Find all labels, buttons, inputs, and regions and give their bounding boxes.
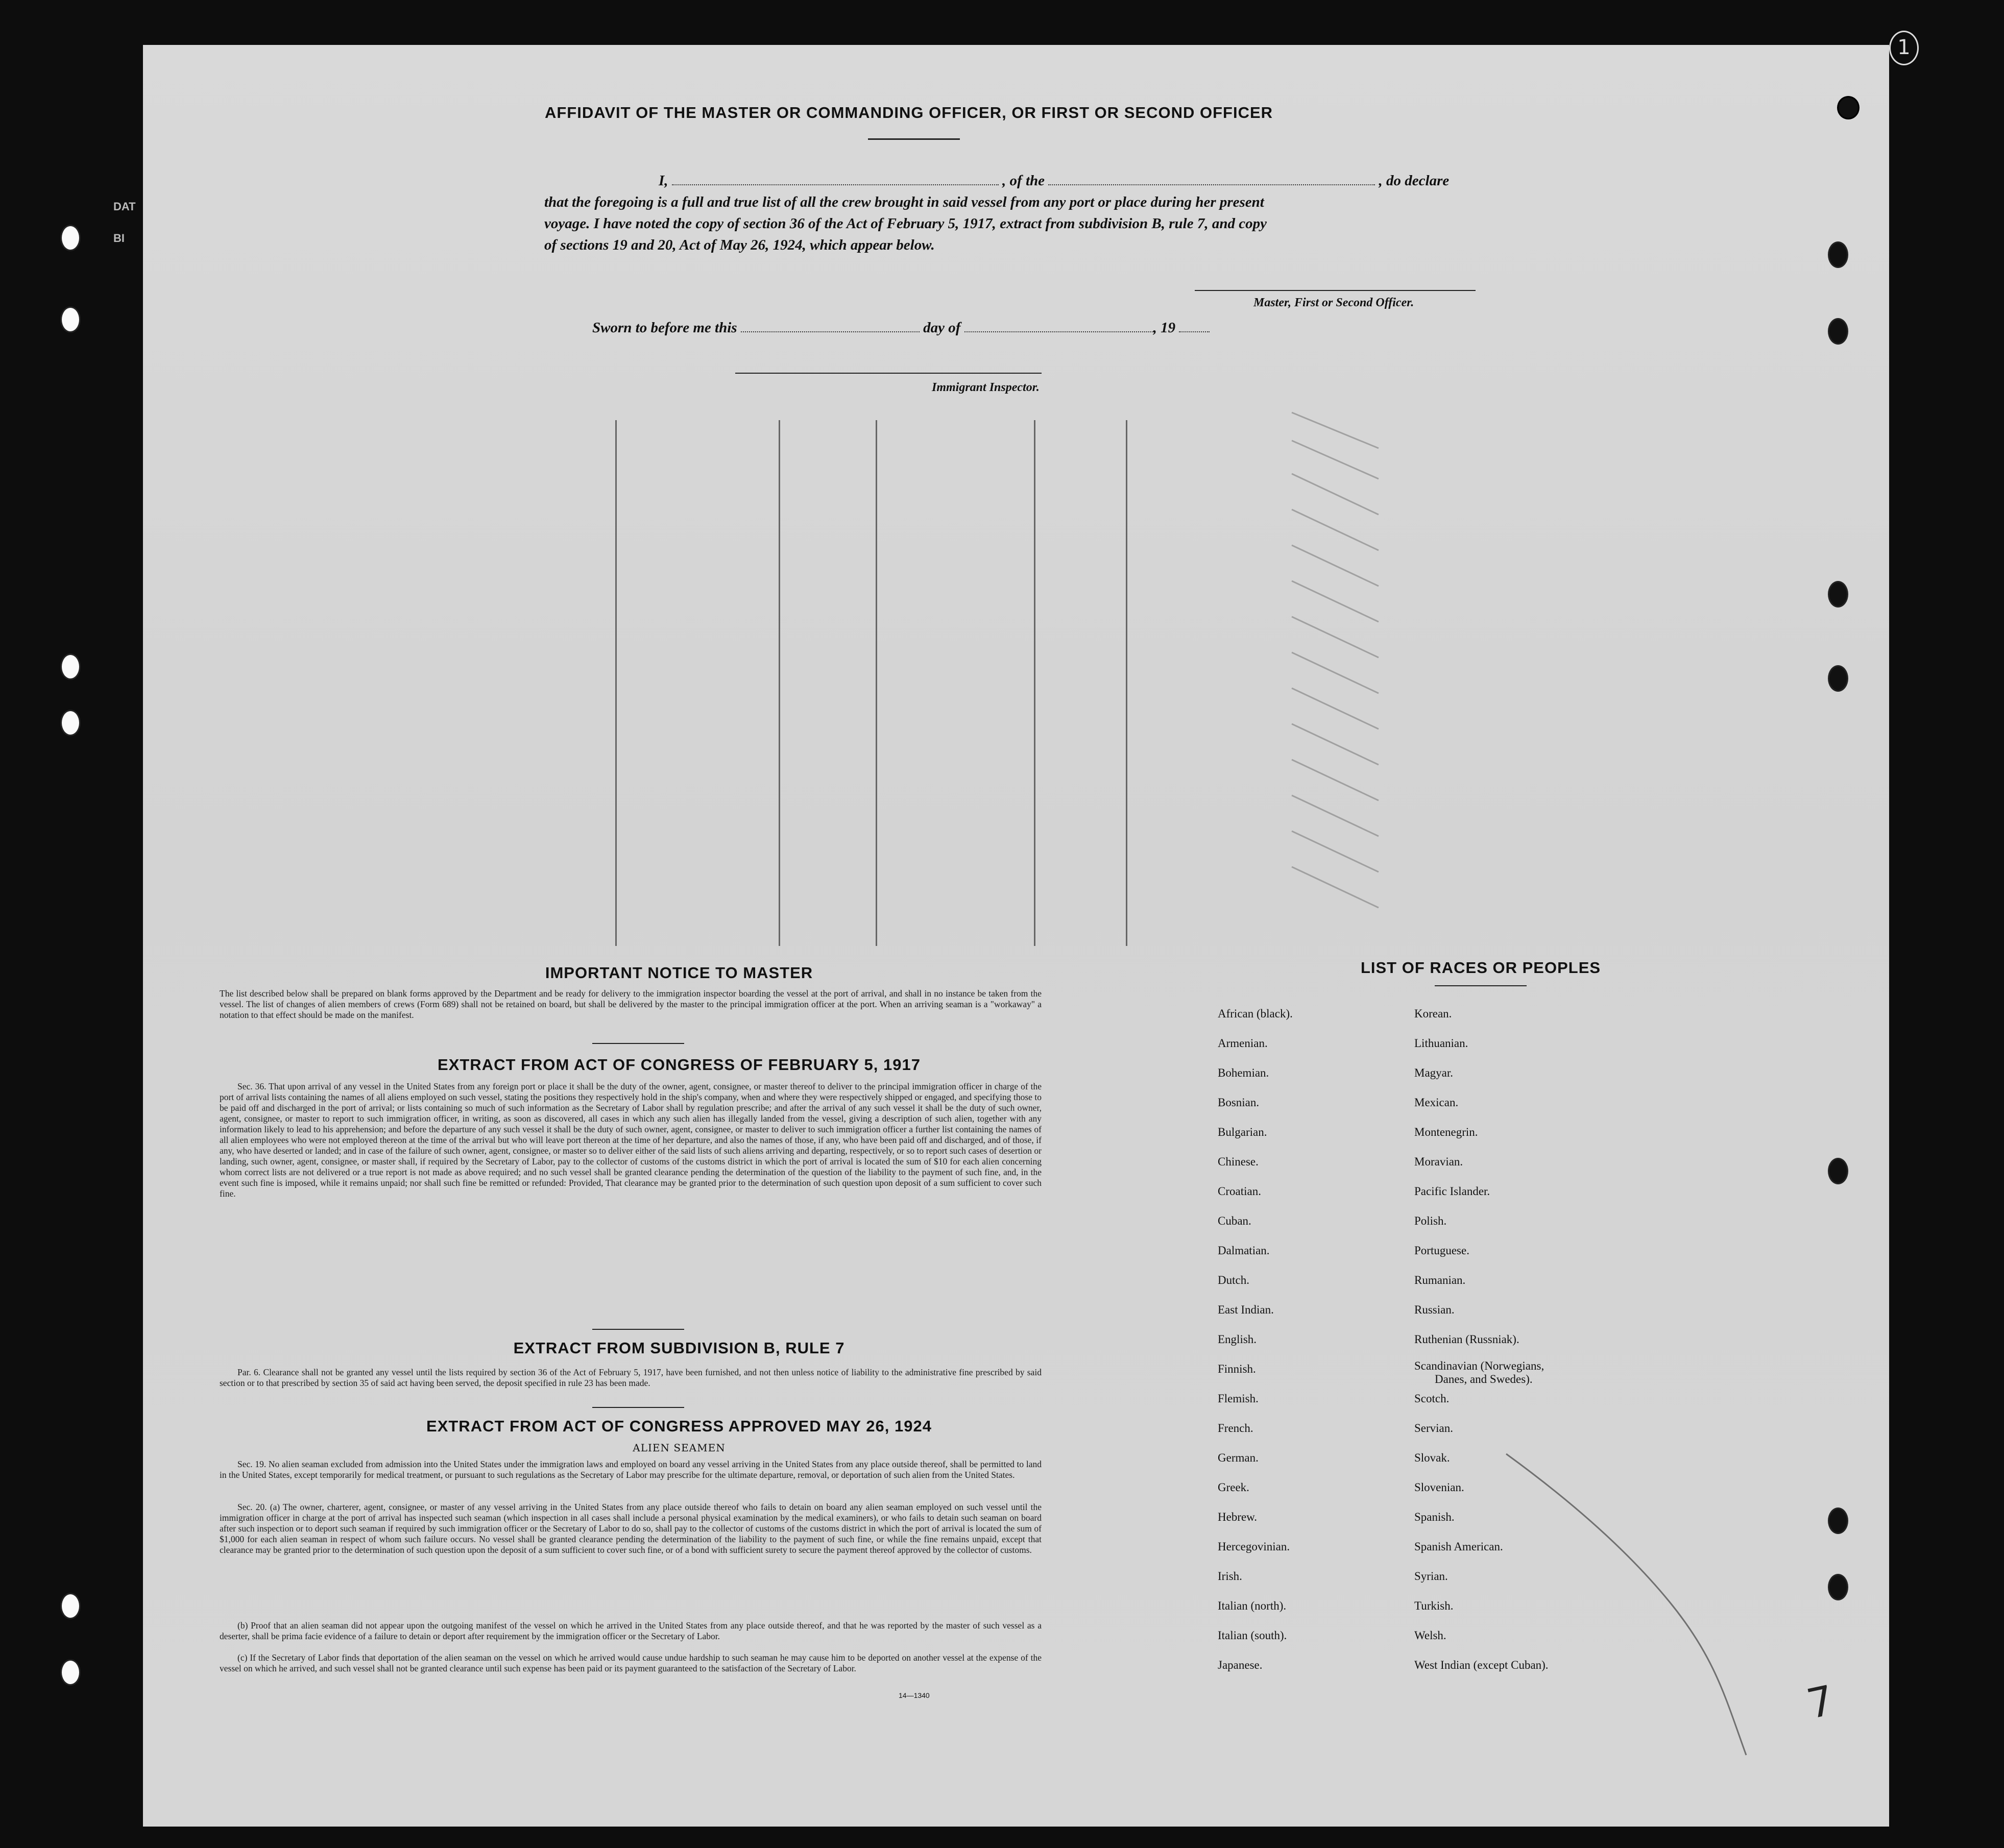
race-item: Scotch. <box>1414 1392 1450 1405</box>
race-item: Korean. <box>1414 1007 1452 1020</box>
ditto-marks <box>1276 402 1481 964</box>
race-item: Magyar. <box>1414 1066 1454 1079</box>
declarant-name-field[interactable] <box>672 184 999 185</box>
binder-hole <box>60 306 81 333</box>
binder-hole <box>60 225 81 251</box>
section-rule <box>592 1407 684 1408</box>
affidavit-text-line: of sections 19 and 20, Act of May 26, 1924, which appear below. <box>544 237 935 253</box>
race-item-continuation: Danes, and Swedes). <box>1435 1373 1533 1385</box>
punch-hole <box>1828 318 1848 345</box>
race-item: Japanese. <box>1218 1659 1263 1671</box>
race-item: Ruthenian (Russniak). <box>1414 1333 1519 1346</box>
sec-20a-body: Sec. 20. (a) The owner, charterer, agent, consignee, or master of any vessel arriving in the United States from any place outside thereof who fails to detain on board any alien seaman employed on such vessel until the immigration officer in charge at the port of arrival has inspected such seaman (which inspection in all cases shall include a personal physical examination by the medical examiners), or who fails to detain such seaman on board after such inspection or to deport such seaman if required by such immigration officer or the Secretary of Labor to do so, shall pay to the collector of customs of the customs district in which the port of arrival is located the sum of $1,000 for each alien seaman in respect of whom such failure occurs. No vessel shall be granted clearance pending the determination of the liability to the payment of such fine, or while the fine remains unpaid, except that clearance may be granted prior to the determination of such question upon the deposit of a sum sufficient to cover such fine, or of a bond with sufficient surety to secure the payment thereof approved by the collector of customs. <box>220 1502 1042 1555</box>
form-number: 14—1340 <box>899 1691 930 1699</box>
notice-title: IMPORTANT NOTICE TO MASTER <box>545 964 813 982</box>
race-item: Dutch. <box>1218 1274 1249 1286</box>
sec-19-body: Sec. 19. No alien seaman excluded from admission into the United States under the immigration laws and employed on board any vessel arriving in the United States from any place outside thereof, shall be permitted to land in the United States, except temporarily for medical treatment, or pursuant to such regulations as the Secretary of Labor may prescribe for the ultimate departure, removal, or deportation of such alien from the United States. <box>220 1459 1042 1480</box>
race-item: English. <box>1218 1333 1257 1346</box>
punch-hole <box>1828 1158 1848 1184</box>
punch-hole <box>1828 581 1848 607</box>
race-item: Welsh. <box>1414 1629 1446 1642</box>
punch-hole <box>1828 1507 1848 1534</box>
master-signature-line[interactable] <box>1195 290 1476 291</box>
punch-hole <box>1828 241 1848 268</box>
vessel-name-field[interactable] <box>1048 184 1375 185</box>
affidavit-declare-line <box>521 173 1449 189</box>
sworn-label: Sworn to before me this <box>592 320 737 336</box>
race-item: Croatian. <box>1218 1185 1261 1198</box>
alien-seamen-subtitle: ALIEN SEAMEN <box>633 1442 726 1454</box>
subdivision-b-title: EXTRACT FROM SUBDIVISION B, RULE 7 <box>513 1339 845 1357</box>
binder-hole <box>60 1659 81 1686</box>
punch-hole <box>1828 1574 1848 1600</box>
race-item: Spanish. <box>1414 1511 1455 1523</box>
column-line <box>1126 420 1127 946</box>
inspector-signature-label: Immigrant Inspector. <box>932 381 1040 394</box>
extract-1917-title: EXTRACT FROM ACT OF CONGRESS OF FEBRUARY 5, 1917 <box>438 1056 921 1074</box>
vessel-label: , of the <box>1002 173 1045 189</box>
sworn-day-field[interactable] <box>741 331 920 332</box>
day-of-label: day of <box>923 320 961 336</box>
binder-hole <box>60 653 81 680</box>
race-item: Servian. <box>1414 1422 1454 1434</box>
race-item: Mexican. <box>1414 1096 1459 1109</box>
bleed-through <box>220 397 237 418</box>
race-item: Scandinavian (Norwegians, <box>1414 1359 1544 1372</box>
race-item: Hebrew. <box>1218 1511 1258 1523</box>
race-item: Finnish. <box>1218 1363 1256 1375</box>
affidavit-title: AFFIDAVIT OF THE MASTER OR COMMANDING OFFICER, OR FIRST OR SECOND OFFICER <box>544 104 1273 121</box>
corner-page-mark: 1 <box>1889 31 1919 65</box>
race-item: Russian. <box>1414 1303 1455 1316</box>
race-item: Chinese. <box>1218 1155 1259 1168</box>
race-item: Bohemian. <box>1218 1066 1269 1079</box>
race-item: Syrian. <box>1414 1570 1448 1583</box>
race-item: East Indian. <box>1218 1303 1274 1316</box>
race-item: Slovak. <box>1414 1451 1450 1464</box>
race-item: Portuguese. <box>1414 1244 1469 1257</box>
column-line <box>876 420 877 946</box>
sworn-year-field[interactable] <box>1179 331 1210 332</box>
punch-hole <box>1828 665 1848 692</box>
race-item: Greek. <box>1218 1481 1249 1494</box>
race-item: Pacific Islander. <box>1414 1185 1490 1198</box>
races-title: LIST OF RACES OR PEOPLES <box>1360 959 1601 977</box>
race-item: Cuban. <box>1218 1214 1251 1227</box>
punch-hole <box>1837 96 1860 119</box>
race-item: German. <box>1218 1451 1259 1464</box>
notice-body: The list described below shall be prepared on blank forms approved by the Department and be ready for delivery to the immigration inspector boarding the vessel at the port of arrival, and shall in no instance be taken from the vessel. The list of changes of alien members of crews (Form 689) shall not be retained on board, but shall be delivered by the master to the principal immigration officer at the port. When an arriving seaman is a "workaway" a notation to that effect should be made on the manifest. <box>220 988 1042 1020</box>
race-item: Montenegrin. <box>1414 1126 1478 1138</box>
race-item: Lithuanian. <box>1414 1037 1468 1050</box>
extract-1917-body: Sec. 36. That upon arrival of any vessel in the United States from any foreign port or place it shall be the duty of the owner, agent, consignee, or master thereof to deliver to the principal immigration officer in charge of the port of arrival lists containing the names of all aliens employed on such vessel, stating the positions they respectively hold in the ship's company, when and where they were respectively shipped or engaged, and specifying those to be paid off and discharged in the port of arrival; or lists containing so much of such information as the Secretary of Labor shall by regulation prescribe; and after the arrival of any such vessel it shall be the duty of such owner, agent, consignee, or master to report to such immigration officer, in writing, as soon as discovered, all cases in which any such alien has illegally landed from the vessel, giving a description of such alien, together with any information likely to lead to his apprehension; and before the departure of any such vessel it shall be the duty of such owner, agent, consignee, or master to deliver to such immigration officer a further list containing the names of all alien employees who were not employed thereon at the time of the arrival but who will leave port thereon at the time of her departure, and also the names of those, if any, who have been paid off and discharged, and of those, if any, who have deserted or landed; and in case of the failure of such owner, agent, consignee, or master so to deliver either of the said lists of such aliens arriving and departing, respectively, or so to report such cases of desertion or landing, such owner, agent, consignee, or master shall, if required by the Secretary of Labor, pay to the collector of customs of the customs district in which the port of arrival is located the sum of $10 for each alien concerning whom correct lists are not delivered or a true report is not made as above required; and no such vessel shall be granted clearance pending the determination of the question of the liability to the payment of such fine, and, in the event such fine is imposed, while it remains unpaid; nor shall such fine be remitted or refunded: Provided, That clearance may be granted prior to the determination of such question upon deposit of a sum sufficient to cover such fine. <box>220 1081 1042 1199</box>
binder-hole <box>60 1593 81 1619</box>
bottom-handwritten-mark: 7 <box>1802 1676 1839 1729</box>
column-line <box>615 420 617 946</box>
race-item: Dalmatian. <box>1218 1244 1270 1257</box>
races-title-rule <box>1435 985 1527 986</box>
race-item: French. <box>1218 1422 1253 1434</box>
year-label: , 19 <box>1153 320 1176 336</box>
race-item: Bosnian. <box>1218 1096 1260 1109</box>
race-item: Italian (north). <box>1218 1599 1287 1612</box>
master-signature-label: Master, First or Second Officer. <box>1253 296 1414 309</box>
race-item: Bulgarian. <box>1218 1126 1267 1138</box>
subdivision-b-body: Par. 6. Clearance shall not be granted any vessel until the lists required by section 36 of the Act of February 5, 1917, have been furnished, and not then unless notice of liability to the administrative fine prescribed by said section or to that prescribed by section 35 of said act having been served, the deposit specified in rule 23 has been made. <box>220 1367 1042 1388</box>
margin-fragment: DAT <box>113 200 136 213</box>
title-rule <box>868 138 960 140</box>
margin-fragment: BI <box>113 232 125 245</box>
sec-20c-body: (c) If the Secretary of Labor finds that deportation of the alien seaman on the vessel on which he arrived would cause undue hardship to such seaman he may cause him to be deported on another vessel at the expense of the vessel on which he arrived, and such vessel shall not be granted clearance until such expense has been paid or its payment guaranteed to the satisfaction of the Secretary of Labor. <box>220 1652 1042 1673</box>
race-item: Moravian. <box>1414 1155 1463 1168</box>
sworn-month-field[interactable] <box>964 331 1153 332</box>
race-item: Irish. <box>1218 1570 1242 1583</box>
sworn-line <box>592 320 1210 336</box>
race-item: Rumanian. <box>1414 1274 1466 1286</box>
race-item: Polish. <box>1414 1214 1447 1227</box>
column-line <box>779 420 780 946</box>
race-item: Turkish. <box>1414 1599 1454 1612</box>
inspector-signature-line[interactable] <box>735 373 1042 374</box>
race-item: Spanish American. <box>1414 1540 1503 1553</box>
pencil-stroke <box>1501 1413 1767 1770</box>
affidavit-text-line: that the foregoing is a full and true list of all the crew brought in said vessel from any port or place during her present <box>544 194 1264 210</box>
document-page <box>143 45 1889 1827</box>
declarant-label: I, <box>659 173 668 189</box>
race-item: Slovenian. <box>1414 1481 1464 1494</box>
sec-20b-body: (b) Proof that an alien seaman did not appear upon the outgoing manifest of the vessel on which he arrived in the United States from any place outside thereof, and that he was reported by the master of such vessel as a deserter, shall be prima facie evidence of a failure to detain or deport after requirement by the immigration officer or the Secretary of Labor. <box>220 1620 1042 1641</box>
race-item: African (black). <box>1218 1007 1293 1020</box>
race-item: Armenian. <box>1218 1037 1268 1050</box>
race-item: Italian (south). <box>1218 1629 1287 1642</box>
race-item: Hercegovinian. <box>1218 1540 1290 1553</box>
race-item: Flemish. <box>1218 1392 1259 1405</box>
declare-label: , do declare <box>1379 173 1450 189</box>
extract-1924-title: EXTRACT FROM ACT OF CONGRESS APPROVED MAY 26, 1924 <box>426 1417 932 1435</box>
section-rule <box>592 1329 684 1330</box>
section-rule <box>592 1043 684 1044</box>
race-item: West Indian (except Cuban). <box>1414 1659 1549 1671</box>
affidavit-text-line: voyage. I have noted the copy of section 36 of the Act of February 5, 1917, extract from subdivision B, rule 7, and copy <box>544 215 1267 232</box>
column-line <box>1034 420 1035 946</box>
binder-hole <box>60 710 81 736</box>
